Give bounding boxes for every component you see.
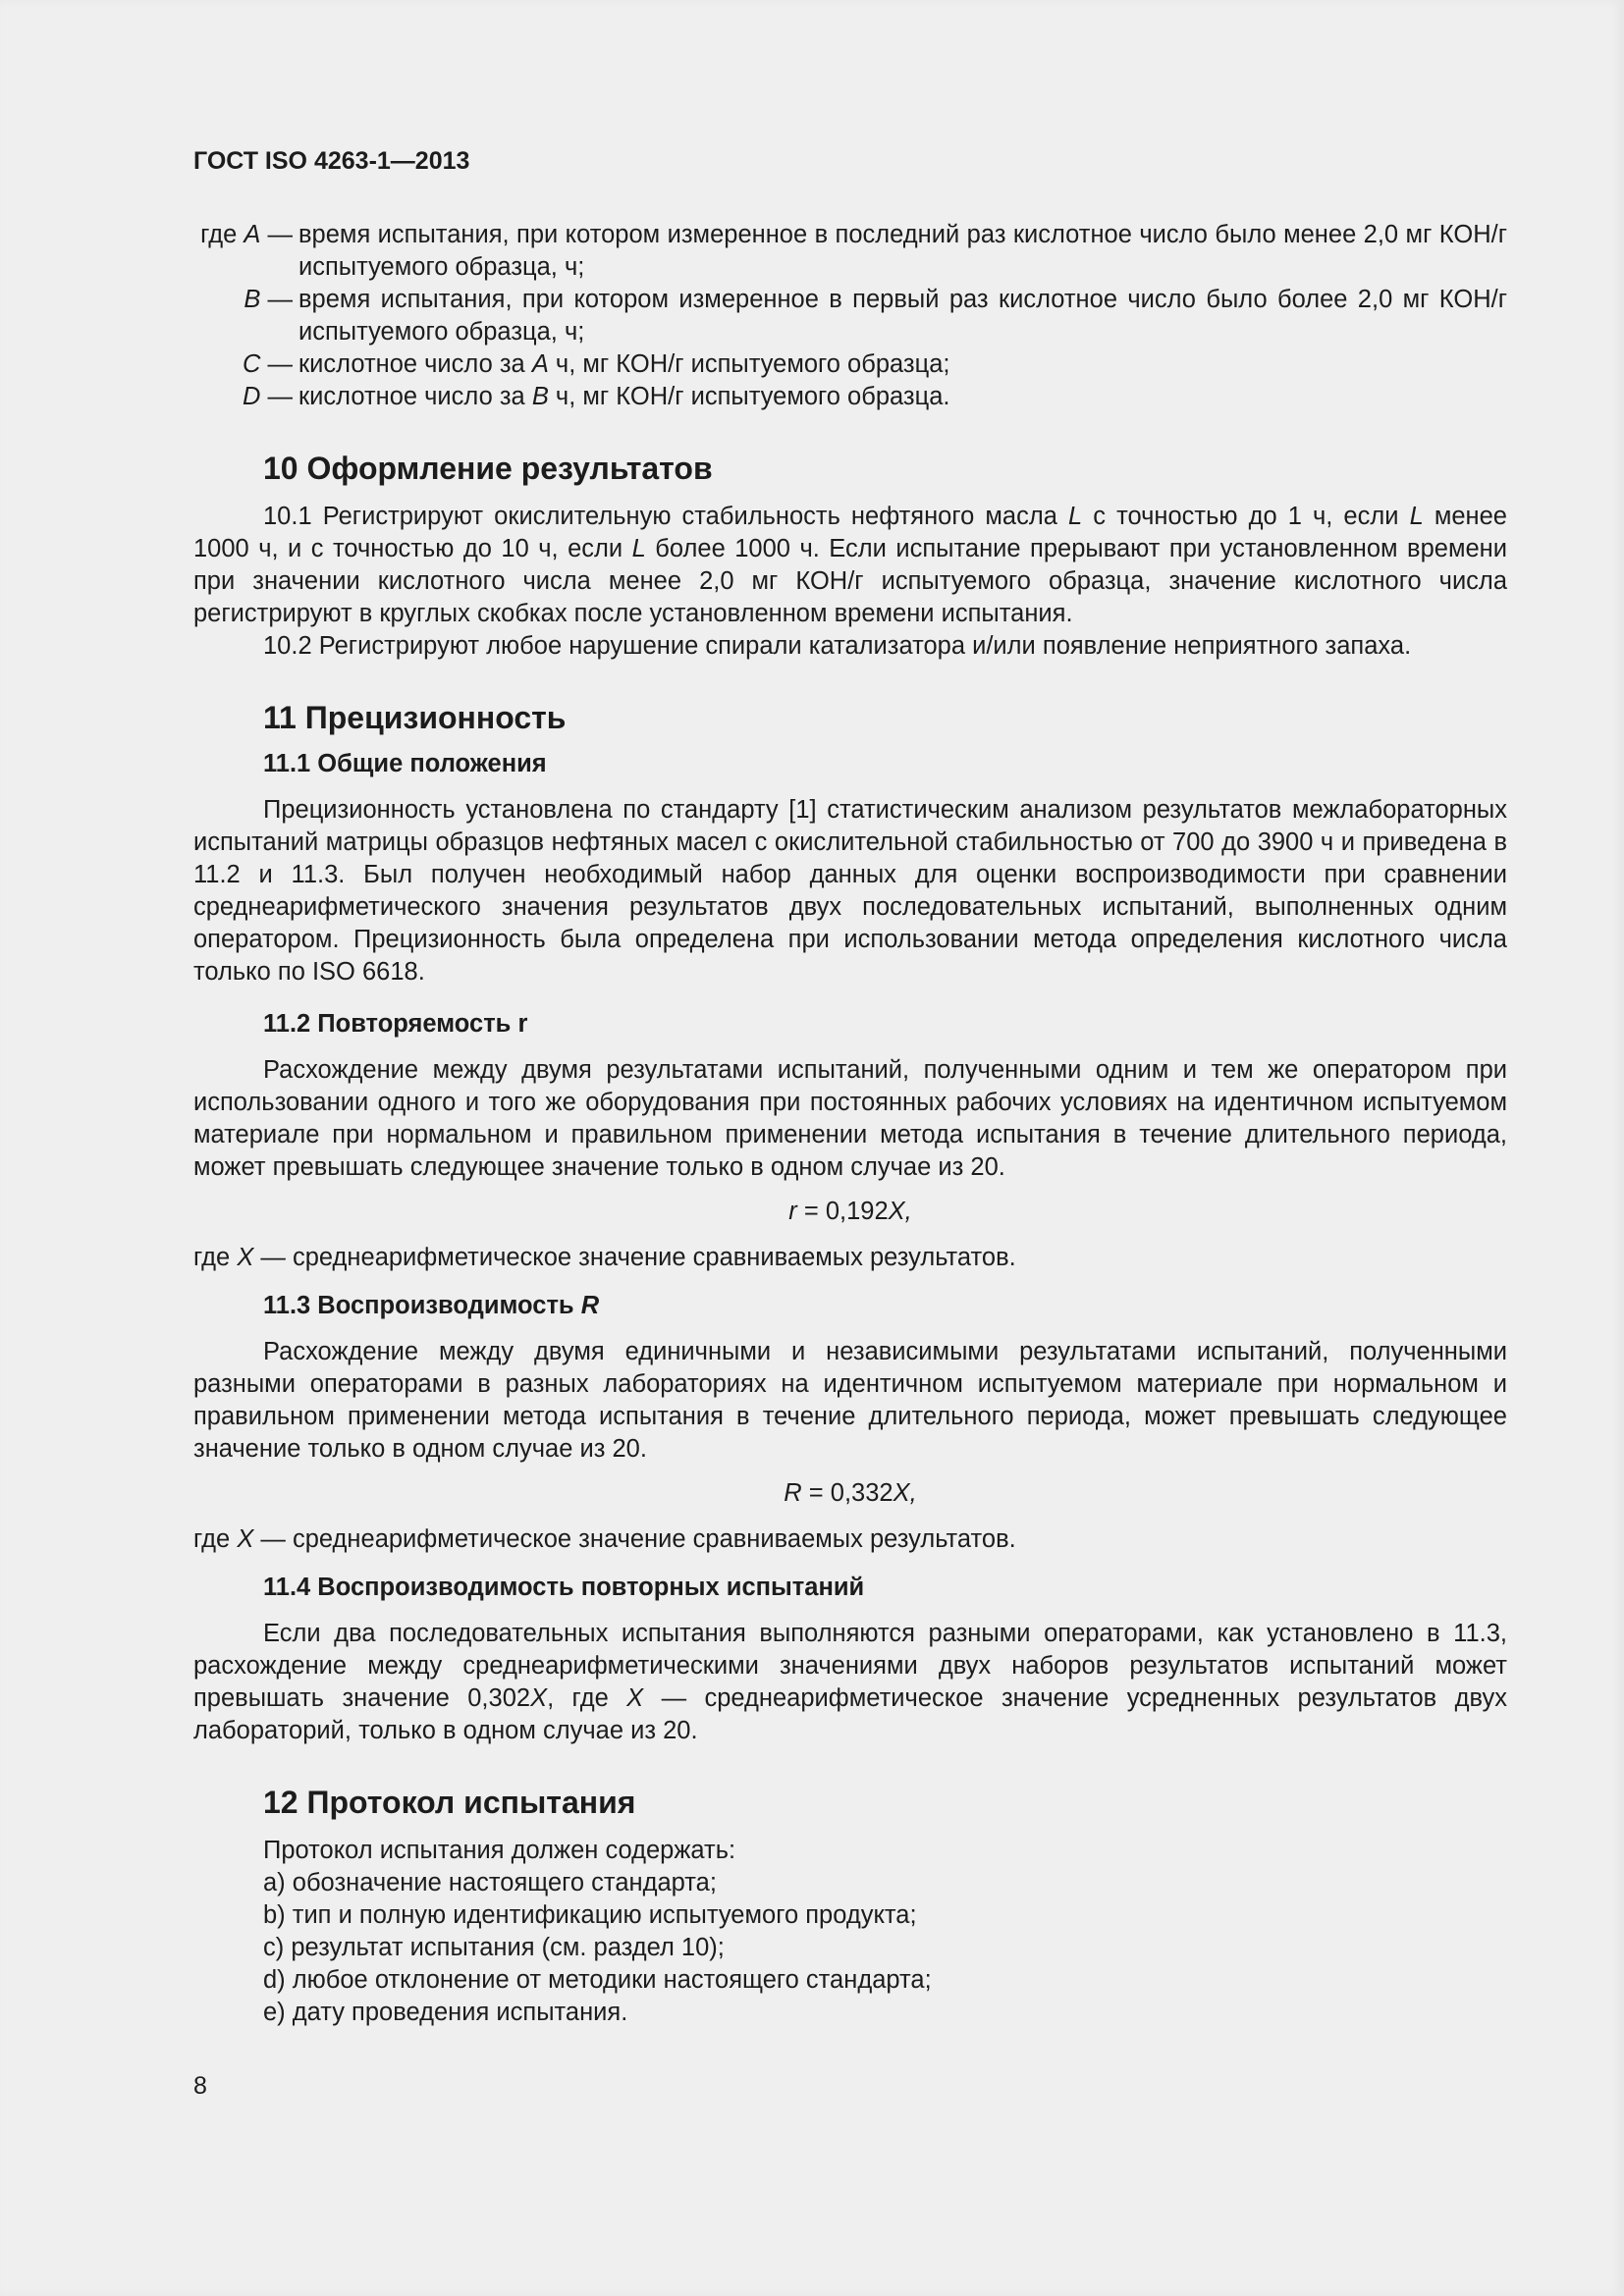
- formula-2-explanation: где X — среднеарифметическое значение сравниваемых результатов.: [193, 1525, 1016, 1553]
- list-intro: Протокол испытания должен содержать:: [263, 1837, 736, 1864]
- definition-text: время испытания, при котором измеренное в последний раз кислотное число было менее 2,0 мг КОН/г испытуемого образца, ч;: [298, 221, 1507, 281]
- list-item: c) результат испытания (см. раздел 10);: [263, 1934, 725, 1961]
- section-10-title: 10 Оформление результатов: [263, 451, 713, 486]
- formula-reproducibility: R = 0,332X,: [784, 1479, 917, 1507]
- paragraph-11-2: Расхождение между двумя результатами испытаний, полученными одним и тем же оператором при использовании одного и того же оборудования при постоянных рабочих условиях на идентичном испытуемом материале при нормальном и правильном применении метода испытания в течение длительного периода, может превышать следующее значение только в одном случае из 20.: [193, 1056, 1507, 1181]
- paragraph-10-1: 10.1 Регистрируют окислительную стабильность нефтяного масла L с точностью до 1 ч, если L менее 1000 ч, и с точностью до 10 ч, если L более 1000 ч. Если испытание прерывают при установленном времени при значении кислотного числа менее 2,0 мг КОН/г испытуемого образца, значение кислотного числа регистрируют в круглых скобках после установленном времени испытания.: [193, 503, 1507, 627]
- subsection-11-4-title: 11.4 Воспроизводимость повторных испытаний: [263, 1574, 865, 1601]
- definition-a: [193, 219, 1507, 284]
- document-header: ГОСТ ISO 4263-1—2013: [193, 147, 470, 175]
- definition-text: время испытания, при котором измеренное в первый раз кислотное число было более 2,0 мг КОН/г испытуемого образца, ч;: [298, 286, 1507, 346]
- paragraph-10-2: 10.2 Регистрируют любое нарушение спирали катализатора и/или появление неприятного запаха.: [263, 632, 1412, 660]
- paragraph-11-1: Прецизионность установлена по стандарту [1] статистическим анализом результатов межлабораторных испытаний матрицы образцов нефтяных масел с окислительной стабильностью от 700 до 3900 ч и приведена в 11.2 и 11.3. Был получен необходимый набор данных для оценки воспроизводимости при сравнении среднеарифметического значения результатов двух последовательных испытаний, выполненных одним оператором. Прецизионность была определена при использовании метода определения кислотного числа только по ISO 6618.: [193, 796, 1507, 986]
- formula-repeatability: r = 0,192X,: [788, 1198, 912, 1225]
- definition-symbol: B —: [244, 286, 293, 313]
- definition-c: [193, 348, 1507, 381]
- section-12-title: 12 Протокол испытания: [263, 1785, 636, 1820]
- paragraph-11-3: Расхождение между двумя единичными и независимыми результатами испытаний, полученными разными операторами в разных лабораториях на идентичном испытуемом материале при нормальном и правильном применении метода испытания в течение длительного периода, может превышать следующее значение только в одном случае из 20.: [193, 1338, 1507, 1463]
- subsection-11-3-title: 11.3 Воспроизводимость R: [263, 1292, 600, 1319]
- page-content: [193, 147, 1507, 2029]
- formula-1-explanation: где X — среднеарифметическое значение сравниваемых результатов.: [193, 1244, 1016, 1271]
- page-number: 8: [193, 2072, 207, 2100]
- definition-symbol: где A —: [200, 221, 293, 248]
- list-item: a) обозначение настоящего стандарта;: [263, 1869, 717, 1896]
- section-11-title: 11 Прецизионность: [263, 700, 567, 735]
- subsection-11-2-title: 11.2 Повторяемость r: [263, 1010, 528, 1038]
- definition-text: кислотное число за B ч, мг КОН/г испытуемого образца.: [298, 383, 950, 410]
- paragraph-11-4: Если два последовательных испытания выполняются разными операторами, как установлено в 11.3, расхождение между среднеарифметическими значениями двух наборов результатов испытаний может превышать значение 0,302X, где X — среднеарифметическое значение усредненных результатов двух лабораторий, только в одном случае из 20.: [193, 1620, 1507, 1744]
- definition-symbol: C —: [242, 350, 293, 378]
- definition-text: кислотное число за A ч, мг КОН/г испытуемого образца;: [298, 350, 950, 378]
- definition-b: [193, 284, 1507, 348]
- definition-symbol: D —: [242, 383, 293, 410]
- list-item: d) любое отклонение от методики настоящего стандарта;: [263, 1966, 932, 1994]
- list-item: b) тип и полную идентификацию испытуемого продукта;: [263, 1901, 917, 1929]
- definition-d: [193, 381, 1507, 413]
- list-item: e) дату проведения испытания.: [263, 1999, 628, 2026]
- protocol-list: [193, 1835, 1507, 2029]
- subsection-11-1-title: 11.1 Общие положения: [263, 750, 547, 777]
